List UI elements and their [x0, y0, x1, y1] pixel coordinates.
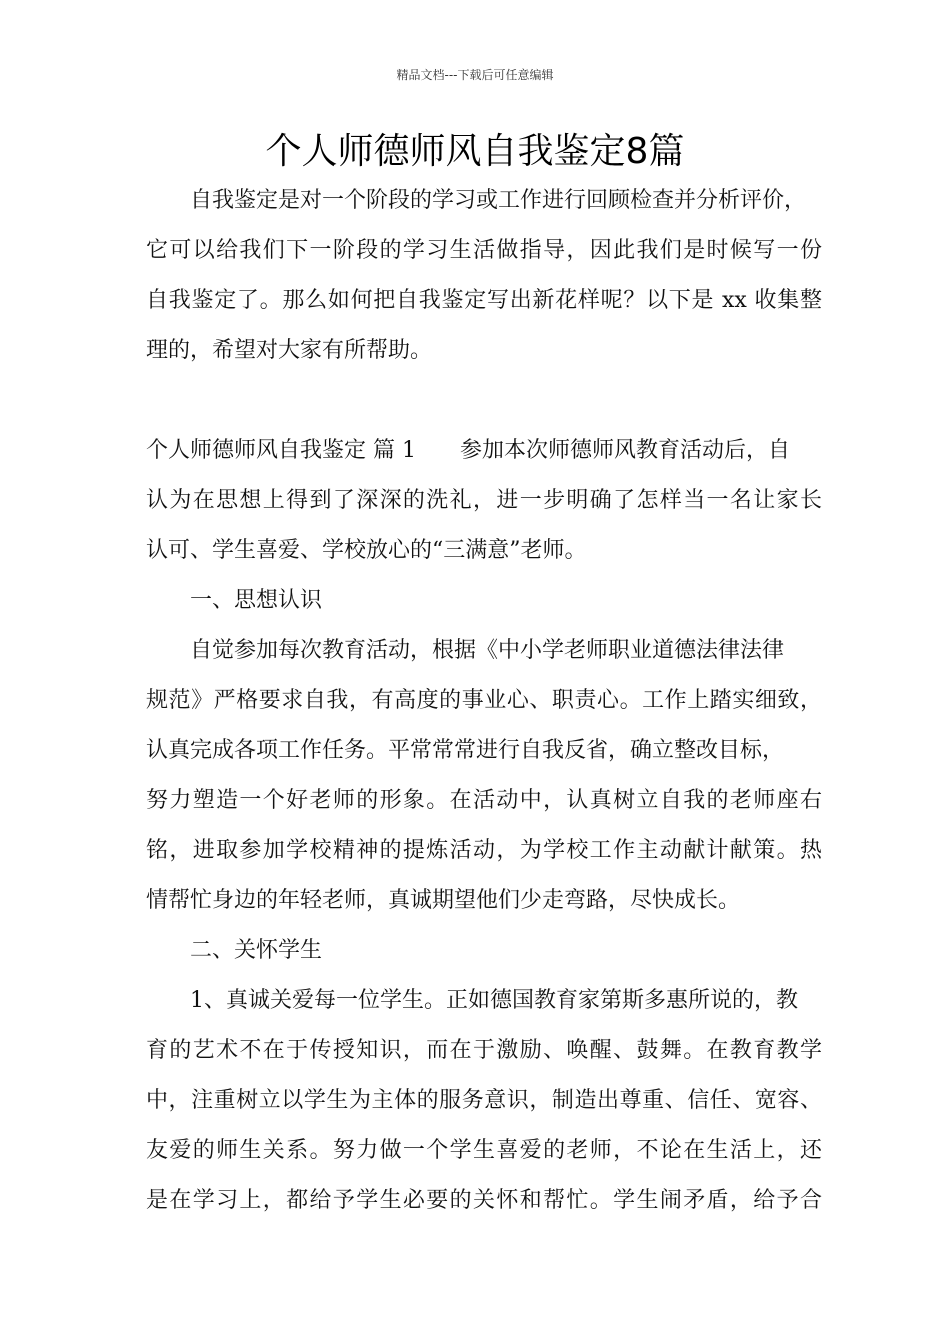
paragraph-line: 情帮忙身边的年轻老师，真诚期望他们少走弯路，尽快成长。 [146, 888, 741, 913]
paragraph-line: 铭，进取参加学校精神的提炼活动，为学校工作主动献计献策。热 [146, 838, 822, 863]
document-title: 个人师德师风自我鉴定8篇 [265, 131, 685, 172]
paragraph-line: 认可、学生喜爱、学校放心的“三满意”老师。 [146, 538, 587, 563]
subsection-heading: 二、关怀学生 [190, 938, 323, 963]
paragraph-line: 中，注重树立以学生为主体的服务意识，制造出尊重、信任、宽容、 [146, 1088, 822, 1113]
paragraph-line: 自我鉴定了。那么如何把自我鉴定写出新花样呢？以下是 xx 收集整 [146, 288, 822, 313]
paragraph-line: 努力塑造一个好老师的形象。在活动中，认真树立自我的老师座右 [146, 788, 822, 813]
paragraph-line: 育的艺术不在于传授知识，而在于激励、唤醒、鼓舞。在教育教学 [146, 1038, 822, 1063]
paragraph-line: 是在学习上，都给予学生必要的关怀和帮忙。学生闹矛盾，给予合 [146, 1188, 822, 1213]
paragraph-line: 自觉参加每次教育活动，根据《中小学老师职业道德法律法律 [190, 638, 785, 663]
paragraph-line: 参加本次师德师风教育活动后，自 [459, 438, 790, 463]
paragraph-line: 友爱的师生关系。努力做一个学生喜爱的老师，不论在生活上，还 [146, 1138, 822, 1163]
paragraph-line: 规范》严格要求自我，有高度的事业心、职责心。工作上踏实细致， [146, 688, 822, 713]
paragraph-line: 认真完成各项工作任务。平常常常进行自我反省，确立整改目标， [146, 738, 785, 763]
paragraph-line: 理的，希望对大家有所帮助。 [146, 338, 433, 363]
paragraph-line: 认为在思想上得到了深深的洗礼，进一步明确了怎样当一名让家长 [146, 488, 822, 513]
subsection-heading: 一、思想认识 [190, 588, 323, 613]
paragraph-line: 自我鉴定是对一个阶段的学习或工作进行回顾检查并分析评价， [190, 188, 807, 213]
page-header-note: 精品文档---下载后可任意编辑 [396, 68, 554, 82]
paragraph-line: 1、真诚关爱每一位学生。正如德国教育家第斯多惠所说的，教 [190, 988, 798, 1013]
paragraph-line: 它可以给我们下一阶段的学习生活做指导，因此我们是时候写一份 [146, 238, 822, 263]
section-heading: 个人师德师风自我鉴定 篇 1 [146, 438, 416, 463]
section-heading-line [146, 436, 790, 466]
